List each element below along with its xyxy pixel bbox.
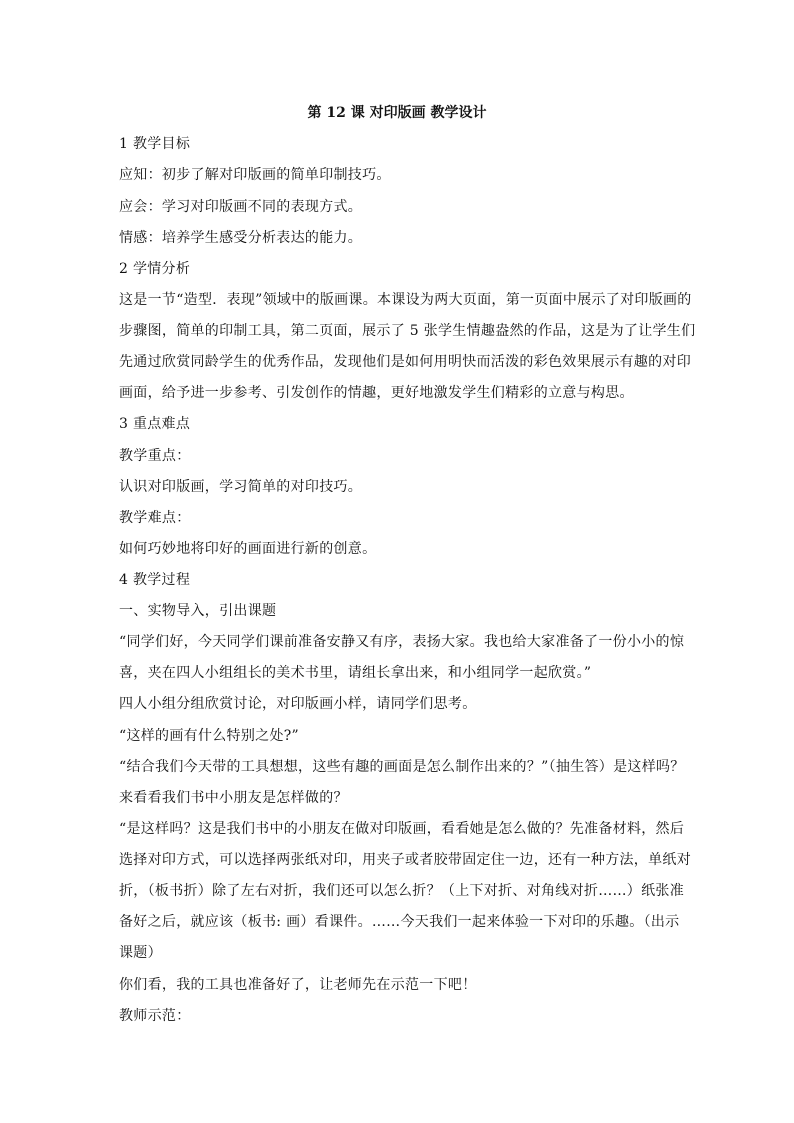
paragraph-line: 情感：培养学生感受分析表达的能力。 — [119, 230, 363, 246]
paragraph-line: 先通过欣赏同龄学生的优秀作品，发现他们是如何用明快而活泼的彩色效果展示有趣的对印 — [119, 354, 691, 370]
heading-key-points: 3 重点难点 — [119, 416, 191, 432]
paragraph-line: 认识对印版画，学习简单的对印技巧。 — [119, 479, 363, 495]
paragraph-line: 备好之后，就应该（板书: 画）看课件。……今天我们一起来体验一下对印的乐趣。（出示 — [119, 914, 680, 930]
paragraph-line: 这是一节“造型．表现”领域中的版画课。本课设为两大页面，第一页面中展示了对印版画的 — [119, 292, 692, 308]
paragraph-line: 画面，给予进一步参考、引发创作的情趣，更好地激发学生们精彩的立意与构思。 — [119, 385, 634, 401]
paragraph-line: 选择对印方式，可以选择两张纸对印，用夹子或者胶带固定住一边，还有一种方法，单纸对 — [119, 852, 691, 868]
paragraph-line: “结合我们今天带的工具想想，这些有趣的画面是怎么制作出来的？”（抽生答）是这样吗？ — [119, 759, 685, 775]
paragraph-line: 四人小组分组欣赏讨论，对印版画小样，请同学们思考。 — [119, 696, 477, 712]
paragraph-line: 应会：学习对印版画不同的表现方式。 — [119, 199, 363, 215]
paragraph-line: 教师示范： — [119, 1008, 191, 1024]
paragraph-line: 折，（板书折）除了左右对折，我们还可以怎么折？（上下对折、对角线对折……）纸张准 — [119, 883, 684, 899]
heading-teaching-process: 4 教学过程 — [119, 572, 191, 588]
paragraph-line: 教学难点： — [119, 510, 191, 526]
paragraph-line: 教学重点： — [119, 448, 191, 464]
paragraph-line: 你们看，我的工具也准备好了，让老师先在示范一下吧！ — [119, 977, 477, 993]
paragraph-line: “同学们好，今天同学们课前准备安静又有序，表扬大家。我也给大家准备了一份小小的惊 — [119, 634, 685, 650]
paragraph-line: 应知：初步了解对印版画的简单印制技巧。 — [119, 167, 391, 183]
paragraph-line: “是这样吗？这是我们书中的小朋友在做对印版画，看看她是怎么做的？先准备材料，然后 — [119, 821, 685, 837]
paragraph-line: 如何巧妙地将印好的画面进行新的创意。 — [119, 541, 377, 557]
paragraph-line: “这样的画有什么特别之处?” — [119, 728, 300, 744]
paragraph-line: 来看看我们书中小朋友是怎样做的？ — [119, 790, 348, 806]
page-title: 第 12 课 对印版画 教学设计 — [307, 105, 487, 121]
subheading-intro: 一、实物导入，引出课题 — [119, 603, 277, 619]
paragraph-line: 课题） — [119, 945, 162, 961]
paragraph-line: 喜，夹在四人小组组长的美术书里，请组长拿出来，和小组同学一起欣赏。” — [119, 665, 592, 681]
heading-learning-analysis: 2 学情分析 — [119, 261, 191, 277]
heading-teaching-goals: 1 教学目标 — [119, 136, 191, 152]
paragraph-line: 步骤图，简单的印制工具，第二页面，展示了 5 张学生情趣盎然的作品，这是为了让学生们 — [119, 323, 696, 339]
